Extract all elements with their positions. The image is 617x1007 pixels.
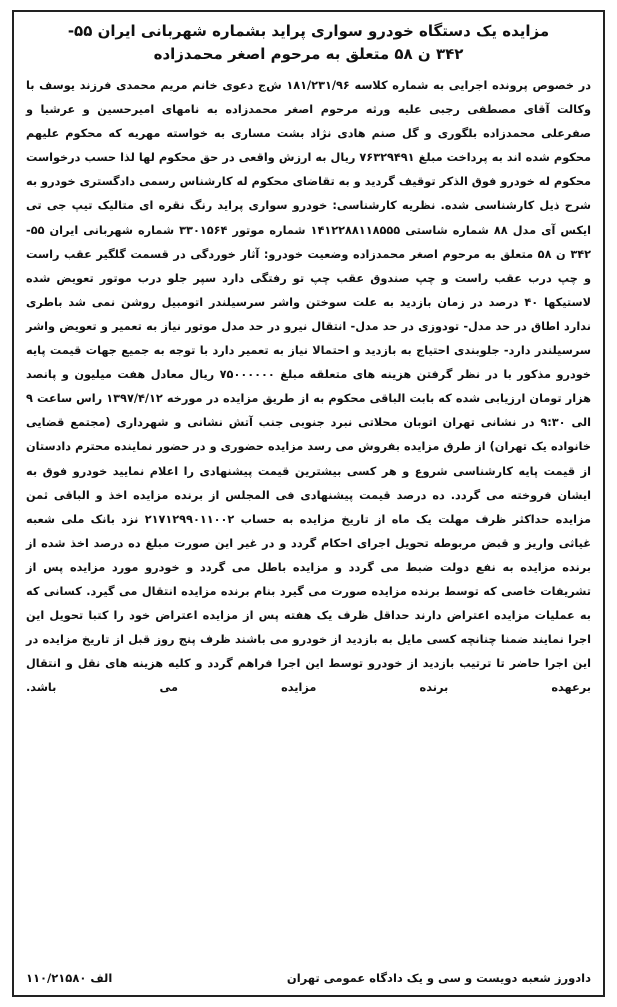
- notice-footer: [26, 967, 591, 989]
- notice-title-line-2: ۳۴۲ ن ۵۸ متعلق به مرحوم اصغر محمدزاده: [153, 45, 464, 63]
- issuing-authority: دادورز شعبه دویست و سی و یک دادگاه عمومی تهران: [286, 971, 591, 985]
- notice-title: [26, 20, 591, 66]
- court-auction-notice: [12, 10, 605, 997]
- notice-title-line-1: مزایده یک دستگاه خودرو سواری پراید بشماره شهربانی ایران ۵۵-: [67, 22, 550, 40]
- notice-reference-code: ۱۱۰/۲۱۵۸۰ الف: [26, 971, 113, 985]
- notice-body: در خصوص پرونده اجرایی به شماره کلاسه ۱۸۱/۲۳۱/۹۶ ش‌ج دعوی خانم مریم محمدی فرزند یوسف با وکالت آقای مصطفی رجبی علیه ورثه مرحوم اصغر محمدزاده به نامهای امیرحسین و عرشیا و صفرعلی محمدزاده بلگوری و گل صنم هادی نژاد بشت مساری به خواسته مهریه که محکوم علیهم محکوم شده اند به پرداخت مبلغ ۷۶۳۲۹۴۹۱ ریال به ارزش واقعی در حق محکوم لها لذا حسب درخواست محکوم له خودرو فوق الذکر توقیف گردید و به تقاضای محکوم له کارشناس رسمی دادگستری خودرو به شرح ذیل کارشناسی شده. نظریه کارشناسی: خودرو سواری پراید رنگ نقره ای متالیک تیپ جی تی ایکس آی مدل ۸۸ شماره شاستی ۱۴۱۲۲۸۸۱۱۸۵۵۵ شماره موتور ۳۳۰۱۵۶۴ شماره شهربانی ایران ۵۵- ۳۴۲ ن ۵۸ متعلق به مرحوم اصغر محمدزاده وضعیت خودرو: آثار خوردگی در قسمت گلگیر عقب راست و چپ درب عقب راست و چپ صندوق عقب چپ تو رفتگی دارد سپر جلو درب موتور تعویض شده لاستیکها ۴۰ درصد در زمان بازدید به علت سوختن واشر سرسیلندر اتومبیل روشن نمی شد باطری ندارد اطاق در حد مدل- تودوزی در حد مدل- انتقال نیرو در حد مدل موتور نیاز به تعمیر و تعویض واشر سرسیلندر دارد- جلوبندی احتیاج به بازدید و احتمالا نیاز به تعمیر دارد با توجه به جمیع جهات قیمت پایه خودرو مذکور با در نظر گرفتن هزینه های متعلقه مبلغ ۷۵۰۰۰۰۰۰ ریال معادل هفت میلیون و پانصد هزار تومان ارزیابی شده که بابت الباقی محکوم به از طریق مزایده در مورخه ۱۳۹۷/۴/۱۲ راس ساعت ۹ الی ۹:۳۰ در نشانی تهران اتوبان محلاتی نبرد جنوبی جنب آتش نشانی و شهرداری (مجتمع قضایی خانواده یک تهران) از طرق مزایده بفروش می رسد مزایده حضوری و در حضور نماینده محترم دادستان از قیمت پایه کارشناسی شروع و هر کسی بیشترین قیمت پیشنهادی را اعلام نمایید خودرو فوق به ایشان فروخته می گردد. ده درصد قیمت پیشنهادی فی المجلس از برنده مزایده اخذ و الباقی ثمن مزایده حداکثر ظرف مهلت یک ماه از تاریخ مزایده به حساب ۲۱۷۱۲۹۹۰۱۱۰۰۲ نزد بانک ملی شعبه غیاثی واریز و قبض مربوطه تحویل اجرای احکام گردد و در غیر این صورت مبلغ ده درصد اخذ شده از برنده مزایده به نفع دولت ضبط می گردد و مزایده باطل می گردد و خودرو مورد مزایده پس از تشریفات خاصی که توسط برنده مزایده صورت می گیرد بنام برنده مزایده انتقال می گیرد. کسانی که به عملیات مزایده اعتراض دارند حداقل ظرف یک هفته پس از مزایده اعتراض خود را کتبا تحویل این اجرا نمایند ضمنا چنانچه کسی مایل به بازدید از خودرو می باشند ظرف پنج روز قبل از تاریخ مزایده در این اجرا حاضر تا ترتیب بازدید از خودرو توسط این اجرا فراهم گردد و کلیه هزینه های نقل و انتقال برعهده برنده مزایده می باشد.: [26, 79, 592, 695]
